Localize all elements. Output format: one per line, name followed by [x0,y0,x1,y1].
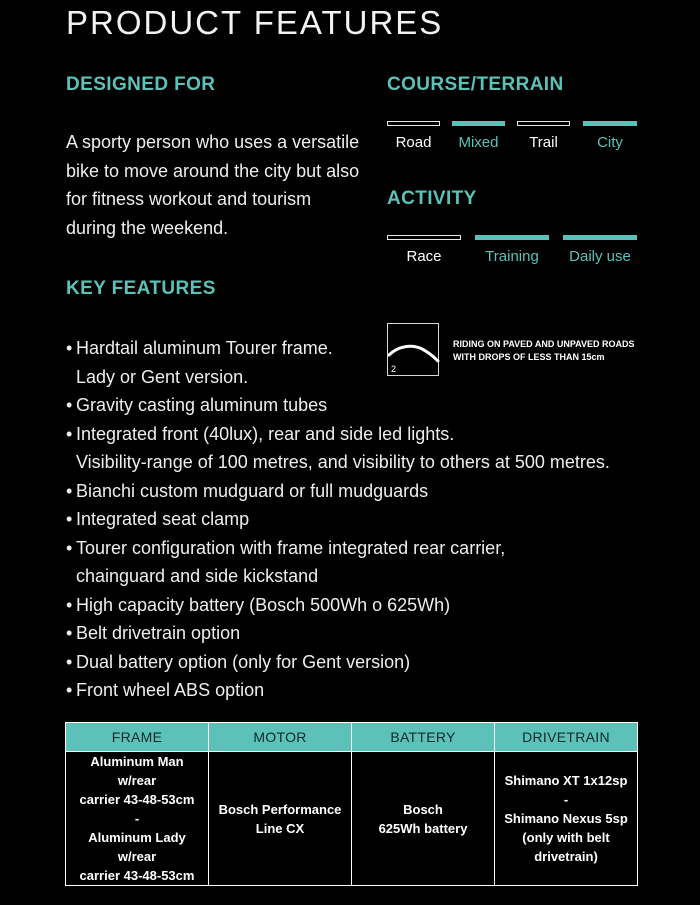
terrain-city-bar [583,121,637,126]
terrain-road-bar [387,121,440,126]
activity-daily-use-label: Daily use [569,248,631,265]
feature-item: • High capacity battery (Bosch 500Wh o 625Wh) [66,591,610,620]
feature-item: • Bianchi custom mudguard or full mudguards [66,477,610,506]
specs-header-drivetrain: DRIVETRAIN [495,723,638,752]
terrain-road-label: Road [395,134,432,151]
feature-item: • Gravity casting aluminum tubes [66,391,610,420]
course-terrain-heading: COURSE/TERRAIN [387,74,564,95]
feature-item: • Front wheel ABS option [66,676,610,705]
terrain-city-label: City [597,134,623,151]
specs-header-frame: FRAME [66,723,209,752]
feature-item: • Belt drivetrain option [66,619,610,648]
specs-value-row [66,752,638,886]
terrain-rating-line-1: RIDING ON PAVED AND UNPAVED ROADS [453,339,635,349]
activity-training-bar [475,235,549,240]
specs-header-motor: MOTOR [209,723,352,752]
terrain-trail-bar [517,121,570,126]
terrain-rating-number: 2 [391,364,397,374]
specs-battery-value: Bosch 625Wh battery [352,752,495,886]
specs-header-battery: BATTERY [352,723,495,752]
designed-for-text: A sporty person who uses a versatile bike to move around the city but also for fitness workout and tourism during the weekend. [66,132,360,238]
feature-item: • Dual battery option (only for Gent version) [66,648,610,677]
page-title: PRODUCT FEATURES [66,4,444,41]
specs-header-row [66,723,638,752]
terrain-mixed-label: Mixed [458,134,499,151]
feature-item: • Integrated seat clamp [66,505,610,534]
activity-heading: ACTIVITY [387,188,477,209]
specs-motor-value: Bosch Performance Line CX [209,752,352,886]
feature-item: • Tourer configuration with frame integrated rear carrier, chainguard and side kickstand [66,534,610,591]
specs-drivetrain-value: Shimano XT 1x12sp - Shimano Nexus 5sp (only with belt drivetrain) [495,752,638,886]
terrain-rating-line-2: WITH DROPS OF LESS THAN 15cm [453,352,605,362]
activity-training-label: Training [485,248,539,265]
terrain-trail-label: Trail [529,134,558,151]
activity-race-bar [387,235,461,240]
terrain-mixed-bar [452,121,505,126]
key-features-list [66,334,610,705]
designed-for-heading: DESIGNED FOR [66,74,216,95]
key-features-heading: KEY FEATURES [66,278,216,299]
activity-race-label: Race [406,248,442,265]
feature-item: • Hardtail aluminum Tourer frame. Lady or Gent version. [66,334,610,391]
activity-daily-use-bar [563,235,637,240]
feature-item: • Integrated front (40lux), rear and side led lights. Visibility-range of 100 metres, and visibility to others at 500 metres. [66,420,610,477]
specs-table [65,722,638,886]
specs-frame-value: Aluminum Man w/rear carrier 43-48-53cm - Aluminum Lady w/rear carrier 43-48-53cm [66,752,209,886]
